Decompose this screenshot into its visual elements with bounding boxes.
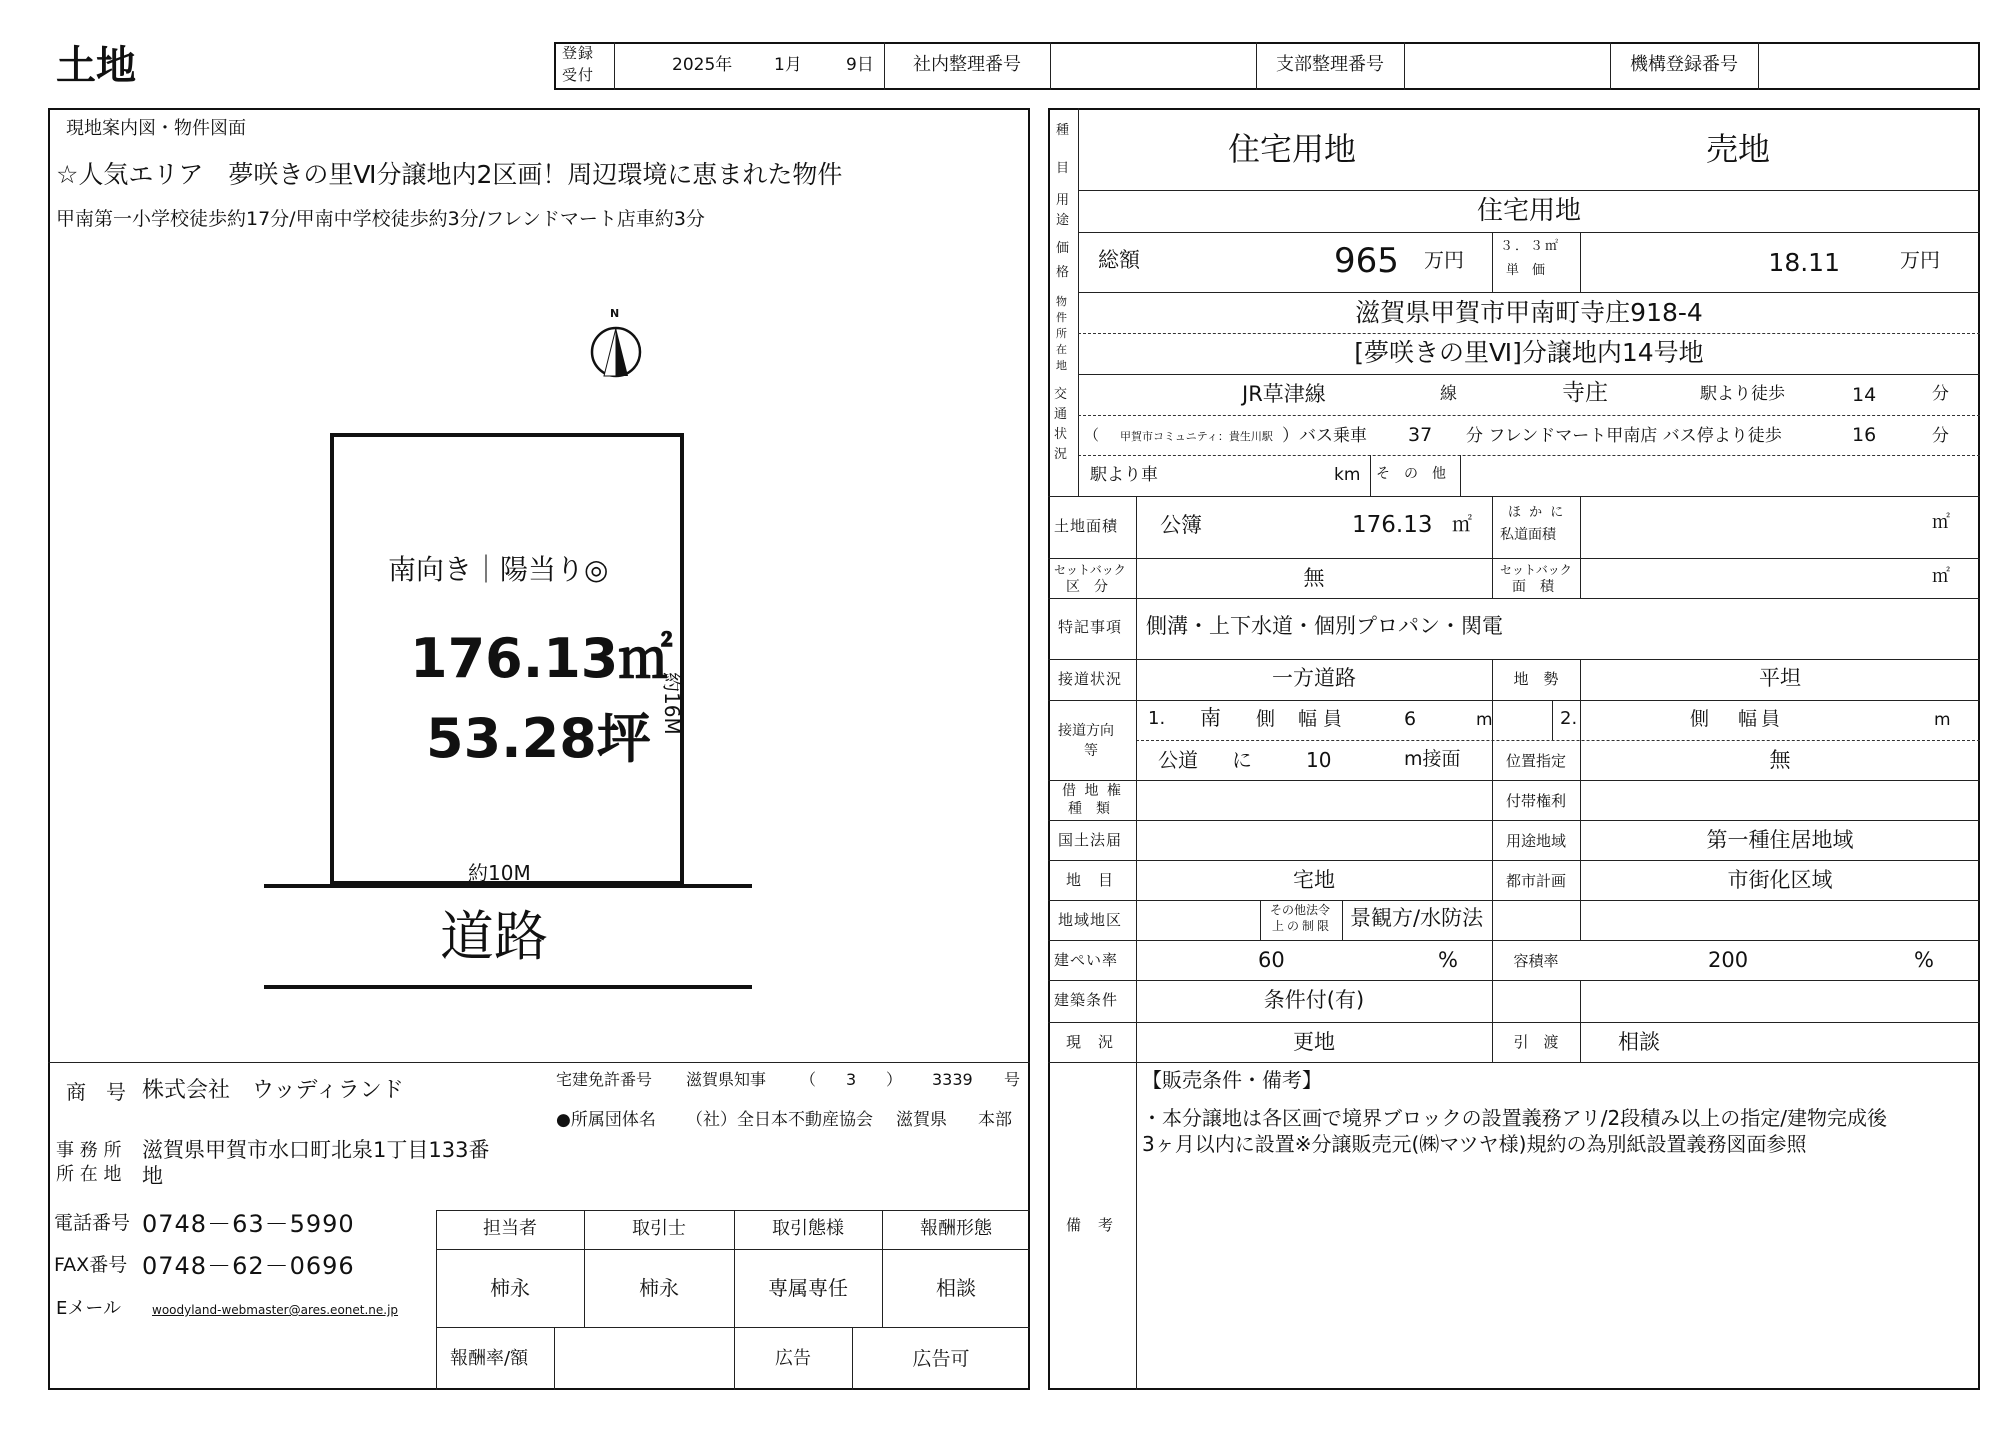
road1-direction: 南: [1200, 706, 1221, 730]
road2-width-label: 幅員: [1738, 708, 1785, 730]
remarks-line-1: ・本分譲地は各区画で境界ブロックの設置義務アリ/2段積み以上の指定/建物完成後: [1142, 1106, 1888, 1130]
position-value: 無: [1769, 748, 1791, 772]
line-suffix: 線: [1440, 384, 1457, 404]
trade-name: 株式会社 ウッディランド: [142, 1078, 404, 1103]
lot-area-m2: 176.13㎡: [410, 627, 673, 690]
staff-label: 担当者: [483, 1218, 537, 1239]
special-label: 特記事項: [1058, 618, 1123, 636]
deal-type: 専属専任: [768, 1276, 848, 1300]
license-label: 宅建免許番号: [556, 1070, 653, 1089]
position-label: 位置指定: [1505, 752, 1566, 770]
address-detail: [夢咲きの里Ⅵ]分譲地内14号地: [1354, 338, 1704, 367]
total-label: 総額: [1098, 248, 1140, 272]
road-edge-bottom: [264, 985, 752, 989]
location-label: 物 件 所 在 地: [1056, 295, 1067, 372]
road2-side: 側: [1690, 708, 1710, 730]
license-number: 3339: [932, 1070, 973, 1089]
fax-number: 0748－62－0696: [142, 1252, 355, 1280]
bus-walk-minutes: 16: [1852, 424, 1877, 446]
lease-label-2: 種 類: [1068, 801, 1110, 817]
terrain-label: 地 勢: [1513, 670, 1559, 688]
org-no-label: 機構登録番号: [1630, 54, 1738, 75]
broker-name: 柿永: [639, 1276, 679, 1300]
handover-label: 引 渡: [1513, 1033, 1559, 1051]
email-link[interactable]: woodyland-webmaster@ares.eonet.ne.jp: [152, 1303, 399, 1317]
broker-label: 取引士: [632, 1218, 686, 1239]
office-label-2: 所 在 地: [56, 1164, 122, 1185]
type-label: 種: [1056, 123, 1070, 138]
subline: 甲南第一小学校徒歩約17分/甲南中学校徒歩約3分/フレンドマート店車約3分: [56, 208, 705, 230]
email-label: Eメール: [56, 1298, 122, 1319]
terrain: 平坦: [1759, 666, 1801, 690]
price-label: 価: [1056, 241, 1070, 256]
land-area: 176.13: [1352, 512, 1433, 538]
ad-label: 広告: [775, 1348, 811, 1369]
office-address: 滋賀県甲賀市水口町北泉1丁目133番: [142, 1138, 490, 1162]
fee-label: 報酬形態: [920, 1218, 992, 1239]
rail-line: JR草津線: [1242, 382, 1326, 406]
far-value: 200: [1708, 948, 1749, 972]
attached-rights-label: 付帯権利: [1505, 792, 1566, 810]
district-label: 地域地区: [1058, 911, 1123, 929]
license-close: ）: [886, 1070, 903, 1089]
other-law-restrictions: 景観方/水防法: [1350, 906, 1484, 930]
price-label-2: 格: [1056, 265, 1070, 280]
walk-label: 駅より徒歩: [1700, 384, 1785, 404]
headline: ☆人気エリア 夢咲きの里Ⅵ分譲地内2区画！周辺環境に恵まれた物件: [56, 160, 843, 189]
road2-unit: m: [1934, 710, 1951, 730]
total-price: 965: [1334, 241, 1399, 281]
handover: 相談: [1618, 1030, 1660, 1054]
fee-rate-label: 報酬率/額: [450, 1348, 529, 1369]
internal-no-label: 社内整理番号: [913, 54, 1021, 75]
special-notes: 側溝・上下水道・個別プロパン・関電: [1146, 614, 1503, 638]
deal-kind: 売地: [1706, 130, 1771, 168]
ad-status: 広告可: [912, 1348, 970, 1370]
type-label-2: 目: [1056, 161, 1070, 176]
front-dimension: 約10M: [468, 861, 531, 885]
station: 寺庄: [1562, 380, 1608, 406]
office-label: 事 務 所: [56, 1140, 122, 1161]
setback-area-label: セットバック: [1500, 563, 1572, 577]
land-use: 住宅用地: [1476, 196, 1581, 226]
use-label-2: 途: [1056, 213, 1070, 228]
license-open: （: [800, 1070, 817, 1089]
tel-number[interactable]: 0748－63－5990: [142, 1210, 355, 1238]
north-arrow-icon: N: [588, 308, 644, 380]
bus-open: （: [1084, 426, 1100, 444]
setback-area-label-2: 面 積: [1512, 579, 1554, 595]
ni-particle: に: [1232, 748, 1252, 772]
road-status-label: 接道状況: [1058, 670, 1123, 688]
bus-stop: 分 フレンドマート甲南店 バス停より徒歩: [1466, 426, 1782, 446]
private-road-label: ほ か に: [1508, 505, 1566, 520]
road1-no: 1.: [1148, 708, 1166, 729]
office-address-2: 地: [142, 1164, 163, 1188]
road-label: 道路: [440, 905, 548, 968]
road1-width: 6: [1404, 708, 1417, 730]
koubo-label: 公簿: [1160, 513, 1202, 537]
tel-label: 電話番号: [54, 1212, 131, 1234]
assoc-label: ●所属団体名: [556, 1110, 656, 1130]
unit-price-label-2: 単 価: [1506, 263, 1546, 278]
road1-width-label: 幅員: [1298, 708, 1349, 730]
remarks-line-2: 3ヶ月以内に設置※分譲販売元(㈱マツヤ様)規約の為別紙設置義務図面参照: [1142, 1132, 1807, 1156]
bus-ride-label: ）バス乗車: [1282, 426, 1367, 446]
other-law-label: その他法令: [1270, 903, 1331, 917]
reg-month: 1月: [774, 55, 802, 75]
road2-no: 2.: [1560, 708, 1578, 729]
setback-label-2: 区 分: [1066, 579, 1108, 595]
staff-name: 柿永: [490, 1276, 530, 1300]
bcr-value: 60: [1258, 948, 1285, 972]
private-road-unit: ㎡: [1932, 512, 1950, 533]
road-direction-label-2: 等: [1084, 743, 1098, 759]
fee-type: 相談: [936, 1276, 976, 1300]
trade-label: 商 号: [66, 1080, 126, 1104]
remarks-title: 【販売条件・備考】: [1142, 1068, 1322, 1092]
use-label: 用: [1056, 193, 1070, 208]
license-suffix: 号: [1004, 1070, 1021, 1089]
remarks-label: 備 考: [1066, 1216, 1115, 1234]
road1-side: 側: [1256, 708, 1276, 730]
zoning: 第一種住居地域: [1706, 828, 1854, 852]
bus-minutes: 37: [1408, 424, 1433, 446]
traffic-label: 交 通 状 況: [1054, 387, 1068, 462]
other-law-label-2: 上の制限: [1272, 919, 1333, 933]
page-title: 土地: [56, 43, 136, 89]
car-label: 駅より車: [1090, 465, 1158, 485]
far-label: 容積率: [1513, 952, 1559, 970]
property-type: 住宅用地: [1228, 130, 1357, 168]
land-category-label: 地 目: [1066, 871, 1115, 889]
bcr-label: 建ぺい率: [1054, 951, 1119, 969]
bus-company: 甲賀市コミュニティ：貴生川駅: [1120, 430, 1273, 443]
setback-label: セットバック: [1054, 563, 1126, 577]
side-dimension: 約16M: [660, 672, 684, 735]
national-law-label: 国土法届: [1058, 831, 1123, 849]
branch-no-label: 支部整理番号: [1276, 54, 1384, 75]
far-unit: %: [1914, 948, 1934, 972]
lease-label: 借 地 権: [1062, 783, 1123, 799]
current-status: 更地: [1293, 1030, 1335, 1054]
reg-label-2: 受付: [562, 66, 595, 84]
build-condition-label: 建築条件: [1054, 991, 1119, 1009]
private-road-label-2: 私道面積: [1500, 527, 1556, 543]
orientation-note: 南向き｜陽当り◎: [388, 553, 609, 586]
zoning-label: 用途地域: [1505, 832, 1566, 850]
assoc-pref: 滋賀県: [896, 1110, 947, 1130]
unit-price-unit: 万円: [1900, 248, 1940, 272]
map-label: 現地案内図・物件図面: [66, 118, 246, 139]
bus-min-unit: 分: [1932, 426, 1949, 446]
unit-price: 18.11: [1768, 248, 1840, 277]
frontage-unit: m接面: [1404, 748, 1461, 770]
land-category: 宅地: [1293, 868, 1335, 892]
frontage: 10: [1306, 748, 1332, 772]
other-label: そ の 他: [1376, 466, 1446, 482]
reg-year: 2025年: [672, 55, 733, 75]
assoc-name: （社）全日本不動産協会: [686, 1110, 873, 1130]
road-status: 一方道路: [1272, 666, 1356, 690]
build-condition: 条件付(有): [1263, 988, 1365, 1012]
license-round: 3: [846, 1070, 857, 1089]
fax-label: FAX番号: [54, 1254, 128, 1276]
land-area-label: 土地面積: [1054, 517, 1119, 535]
walk-minutes: 14: [1852, 384, 1877, 406]
assoc-hq: 本部: [978, 1110, 1012, 1130]
total-unit: 万円: [1424, 248, 1464, 272]
address: 滋賀県甲賀市甲南町寺庄918-4: [1355, 298, 1703, 327]
setback-area-unit: ㎡: [1932, 566, 1950, 587]
km-unit: km: [1334, 465, 1361, 485]
public-road: 公道: [1158, 748, 1198, 772]
city-plan-label: 都市計画: [1505, 872, 1566, 890]
road1-unit: m: [1476, 710, 1493, 730]
road-direction-label: 接道方向: [1058, 723, 1114, 739]
license-authority: 滋賀県知事: [686, 1070, 767, 1089]
lot-area-tsubo: 53.28坪: [426, 707, 651, 770]
city-plan: 市街化区域: [1727, 868, 1833, 892]
bcr-unit: %: [1438, 948, 1458, 972]
walk-min-unit: 分: [1932, 384, 1949, 404]
current-status-label: 現 況: [1066, 1033, 1115, 1051]
unit-price-label: ３．３㎡: [1500, 239, 1561, 254]
setback-value: 無: [1303, 566, 1325, 590]
deal-label: 取引態様: [772, 1218, 844, 1239]
reg-day: 9日: [846, 55, 874, 75]
reg-label: 登録: [562, 44, 595, 62]
land-area-unit: ㎡: [1452, 512, 1472, 536]
